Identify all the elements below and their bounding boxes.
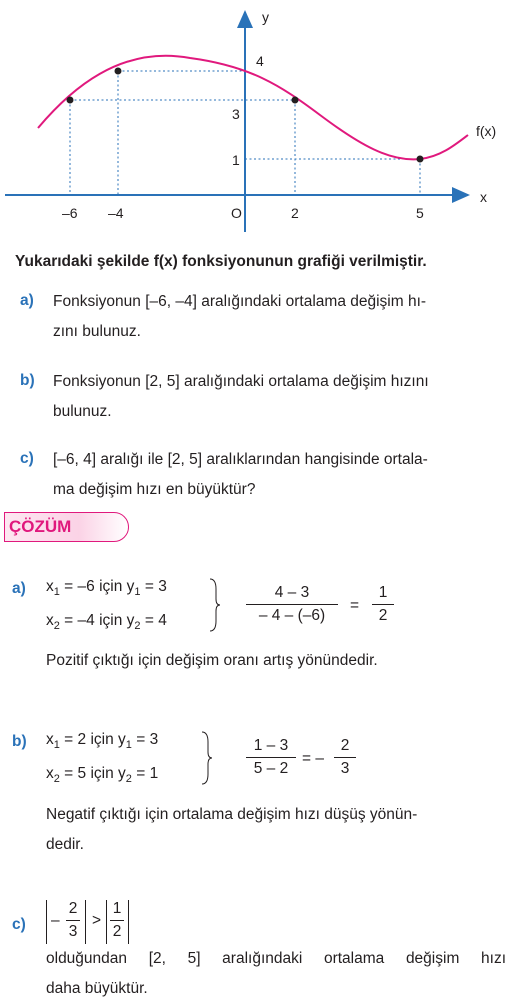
solution-b-note-line1: Negatif çıktığı için ortalama değişim hızı düşüş yönün- <box>46 806 418 823</box>
function-curve <box>38 56 468 160</box>
point-minus6 <box>67 97 74 104</box>
question-b-label: b) <box>20 372 35 389</box>
absolute-value-comparison: – 2 3 > 1 2 <box>46 898 150 948</box>
solution-c-line1: olduğundan [2, 5] aralığındaki ortalama değişim hızı <box>46 950 506 967</box>
function-graph <box>0 0 521 240</box>
question-a <box>53 287 508 347</box>
question-c-line2: ma değişim hızı en büyüktür? <box>53 481 256 498</box>
y-tick-1: 1 <box>232 152 240 168</box>
x-tick-2: 2 <box>291 205 299 221</box>
brace-a <box>208 577 222 633</box>
solution-a-note: Pozitif çıktığı için değişim oranı artış yönündedir. <box>46 652 378 669</box>
y-tick-3: 3 <box>232 106 240 122</box>
solution-c-label: c) <box>12 916 26 933</box>
brace-b <box>200 730 214 786</box>
result-b: 2 3 <box>334 737 356 778</box>
y-tick-4: 4 <box>256 53 264 69</box>
x-tick-minus4: –4 <box>108 205 124 221</box>
solution-a-row2: $x_2 = -4$ için $y_2 = 4$ <box>46 612 167 633</box>
y-axis-label: y <box>262 9 269 25</box>
solution-b-note-line2: dedir. <box>46 836 84 853</box>
question-b-line2: bulunuz. <box>53 403 112 420</box>
function-label: f(x) <box>476 123 497 139</box>
question-b <box>53 367 508 427</box>
solution-a-row1: $x_1 = -6$ için $y_1 = 3$ <box>46 578 167 599</box>
solution-c-line2: daha büyüktür. <box>46 980 148 997</box>
x-tick-5: 5 <box>416 205 424 221</box>
fraction-b: 1 – 3 5 – 2 <box>246 737 296 778</box>
equals-a: = <box>350 597 360 614</box>
solution-title: ÇÖZÜM <box>9 517 72 536</box>
result-a: 1 2 <box>372 584 394 625</box>
abs-right-fraction: 1 2 <box>110 900 124 941</box>
intro-text: Yukarıdaki şekilde f(x) fonksiyonunun grafiği verilmiştir. <box>15 253 427 270</box>
fraction-a: 4 – 3 – 4 – (–6) <box>246 584 338 625</box>
equals-b: = – <box>302 750 324 767</box>
question-a-line2: zını bulunuz. <box>53 323 141 340</box>
solution-b-label: b) <box>12 733 27 750</box>
question-b-line1: Fonksiyonun [2, 5] aralığındaki ortalama değişim hızını <box>53 373 429 390</box>
solution-b-row2: $x_2 = 5$ için $y_2 = 1$ <box>46 765 159 786</box>
x-tick-minus6: –6 <box>62 205 78 221</box>
solution-a-label: a) <box>12 580 26 597</box>
question-c-label: c) <box>20 450 34 467</box>
question-c <box>53 445 508 505</box>
origin-label: O <box>231 205 242 221</box>
question-c-line1: [–6, 4] aralığı ile [2, 5] aralıklarından hangisinde ortala- <box>53 451 428 468</box>
solution-b-row1: $x_1 = 2$ için $y_1 = 3$ <box>46 731 159 752</box>
point-minus4 <box>115 68 122 75</box>
point-5 <box>417 156 424 163</box>
question-a-label: a) <box>20 292 34 309</box>
solution-badge <box>4 512 129 542</box>
point-2 <box>292 97 299 104</box>
abs-left-fraction: 2 3 <box>66 900 80 941</box>
question-a-line1: Fonksiyonun [–6, –4] aralığındaki ortalama değişim hı- <box>53 293 427 310</box>
x-axis-label: x <box>480 189 487 205</box>
